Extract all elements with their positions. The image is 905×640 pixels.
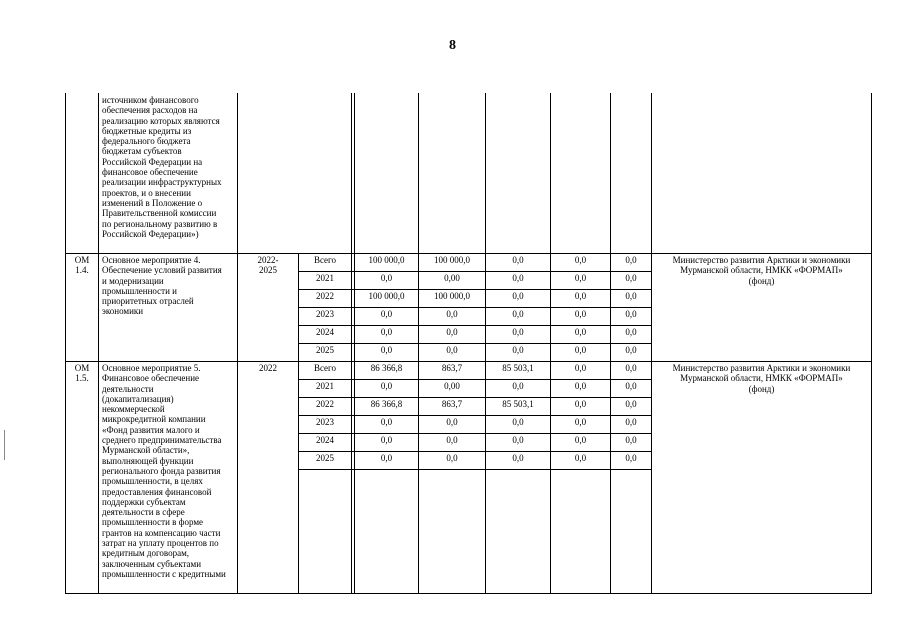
- amount-cell: 0,0: [380, 273, 393, 283]
- amount-cell: 0,0: [380, 453, 393, 463]
- amount-cell: 0,0: [512, 345, 524, 355]
- amount-cell: 0,0: [625, 345, 637, 355]
- amount-cell: 0,0: [574, 399, 587, 409]
- table-border-bottom: [65, 593, 871, 594]
- year-cell: 2025: [316, 345, 334, 355]
- amount-cell: 85 503,1: [502, 399, 534, 409]
- amount-cell: 0,0: [574, 381, 587, 391]
- amount-cell: 0,0: [574, 255, 587, 265]
- amount-cell: 0,0: [512, 327, 524, 337]
- amount-cell: 100 000,0: [434, 255, 470, 265]
- amount-cell: 86 366,8: [370, 363, 403, 373]
- amount-cell: 0,0: [446, 453, 458, 463]
- row-code: ОМ 1.5.: [74, 363, 90, 384]
- subrow-divider: [298, 289, 651, 290]
- subrow-divider: [298, 343, 651, 344]
- amount-cell: 0,0: [512, 435, 524, 445]
- subrow-divider: [298, 325, 651, 326]
- amount-cell: 0,0: [380, 345, 393, 355]
- subrow-divider: [298, 379, 651, 380]
- budget-table: [65, 93, 871, 594]
- year-cell: Всего: [313, 363, 337, 373]
- year-cell: 2022: [316, 399, 334, 409]
- scan-mark: [4, 430, 5, 460]
- amount-cell: 0,0: [625, 399, 637, 409]
- amount-cell: 0,0: [574, 291, 587, 301]
- amount-cell: 0,0: [512, 453, 524, 463]
- amount-cell: 0,0: [446, 435, 458, 445]
- year-cell: 2025: [316, 453, 334, 463]
- amount-cell: 0,0: [625, 309, 637, 319]
- amount-cell: 0,0: [512, 273, 524, 283]
- subrow-divider: [298, 397, 651, 398]
- row-description: Основное мероприятие 4. Обеспечение условий развития и модернизации промышленности и приоритетных отраслей экономики: [102, 255, 222, 317]
- year-cell: 2023: [316, 309, 334, 319]
- row-description: Основное мероприятие 5. Финансовое обеспечение деятельности (докапитализация) некоммерческой микрокредитной компании «Фонд развития малого и среднего предпринимательства Мурманской области», выполняющей функции регионального фонда развития промышленности, в целях предоставления финансовой поддержки субъектам деятельности в сфере промышленности в форме грантов на компенсацию части затрат на уплату процентов по кредитным договорам, заключенным субъектами промышленности с кредитными: [102, 363, 226, 579]
- amount-cell: 0,00: [444, 381, 460, 391]
- amount-cell: 0,0: [625, 363, 637, 373]
- amount-cell: 0,0: [574, 417, 587, 427]
- row-code: ОМ 1.4.: [74, 255, 90, 276]
- subrow-divider: [298, 307, 651, 308]
- amount-cell: 0,0: [625, 327, 637, 337]
- amount-cell: 0,0: [574, 345, 587, 355]
- amount-cell: 0,0: [380, 417, 393, 427]
- row-period: 2022: [259, 363, 277, 373]
- amount-cell: 0,0: [512, 309, 524, 319]
- amount-cell: 0,0: [574, 435, 587, 445]
- table-border-right: [871, 93, 872, 594]
- col-divider: [237, 93, 238, 594]
- amount-cell: 0,0: [512, 255, 524, 265]
- amount-cell: 0,0: [380, 327, 393, 337]
- page-number: 8: [449, 38, 456, 53]
- amount-cell: 0,0: [380, 309, 393, 319]
- subrow-divider: [298, 271, 651, 272]
- row-executor: Министерство развития Арктики и экономики Мурманской области, НМКК «ФОРМАП» (фонд): [672, 255, 851, 286]
- amount-cell: 0,0: [574, 453, 587, 463]
- amount-cell: 0,0: [574, 363, 587, 373]
- year-cell: 2023: [316, 417, 334, 427]
- amount-cell: 0,0: [446, 327, 458, 337]
- amount-cell: 100 000,0: [368, 255, 405, 265]
- year-cell: 2024: [316, 327, 334, 337]
- amount-cell: 0,0: [625, 273, 637, 283]
- year-cell: 2021: [316, 273, 334, 283]
- row-executor: Министерство развития Арктики и экономики Мурманской области, НМКК «ФОРМАП» (фонд): [672, 363, 851, 394]
- amount-cell: 0,0: [512, 291, 524, 301]
- amount-cell: 863,7: [441, 399, 463, 409]
- amount-cell: 0,0: [625, 435, 637, 445]
- table-border-left: [65, 93, 66, 594]
- year-cell: 2022: [316, 291, 334, 301]
- amount-cell: 0,0: [625, 255, 637, 265]
- continuation-text: источником финансового обеспечения расходов на реализацию которых являются бюджетные кредиты из федерального бюджета бюджетам субъектов Российской Федерации на финансовое обеспечение реализации инфраструктурных проектов, и о внесении изменений в Положение о Правительственной комиссии по региональному развитию в Российской Федерации»): [102, 95, 222, 239]
- amount-cell: 0,0: [380, 435, 393, 445]
- amount-cell: 0,0: [380, 381, 393, 391]
- row-divider: [65, 253, 871, 254]
- amount-cell: 0,0: [446, 417, 458, 427]
- amount-cell: 85 503,1: [502, 363, 534, 373]
- col-divider: [98, 93, 99, 594]
- amount-cell: 863,7: [441, 363, 463, 373]
- amount-cell: 100 000,0: [368, 291, 405, 301]
- amount-cell: 0,0: [625, 417, 637, 427]
- year-cell: 2024: [316, 435, 334, 445]
- amount-cell: 86 366,8: [370, 399, 403, 409]
- amount-cell: 100 000,0: [434, 291, 470, 301]
- amount-cell: 0,0: [625, 381, 637, 391]
- amount-cell: 0,00: [444, 273, 460, 283]
- col-divider: [651, 93, 652, 594]
- amount-cell: 0,0: [625, 453, 637, 463]
- amount-cell: 0,0: [574, 327, 587, 337]
- row-period: 2022- 2025: [257, 255, 279, 276]
- subrow-divider: [298, 415, 651, 416]
- subrow-divider: [298, 433, 651, 434]
- amount-cell: 0,0: [574, 273, 587, 283]
- amount-cell: 0,0: [512, 417, 524, 427]
- year-cell: Всего: [313, 255, 337, 265]
- amount-cell: 0,0: [446, 345, 458, 355]
- subrow-divider: [298, 451, 651, 452]
- year-cell: 2021: [316, 381, 334, 391]
- amount-cell: 0,0: [446, 309, 458, 319]
- amount-cell: 0,0: [574, 309, 587, 319]
- subrow-divider: [298, 469, 651, 470]
- amount-cell: 0,0: [625, 291, 637, 301]
- row-divider: [65, 361, 871, 362]
- amount-cell: 0,0: [512, 381, 524, 391]
